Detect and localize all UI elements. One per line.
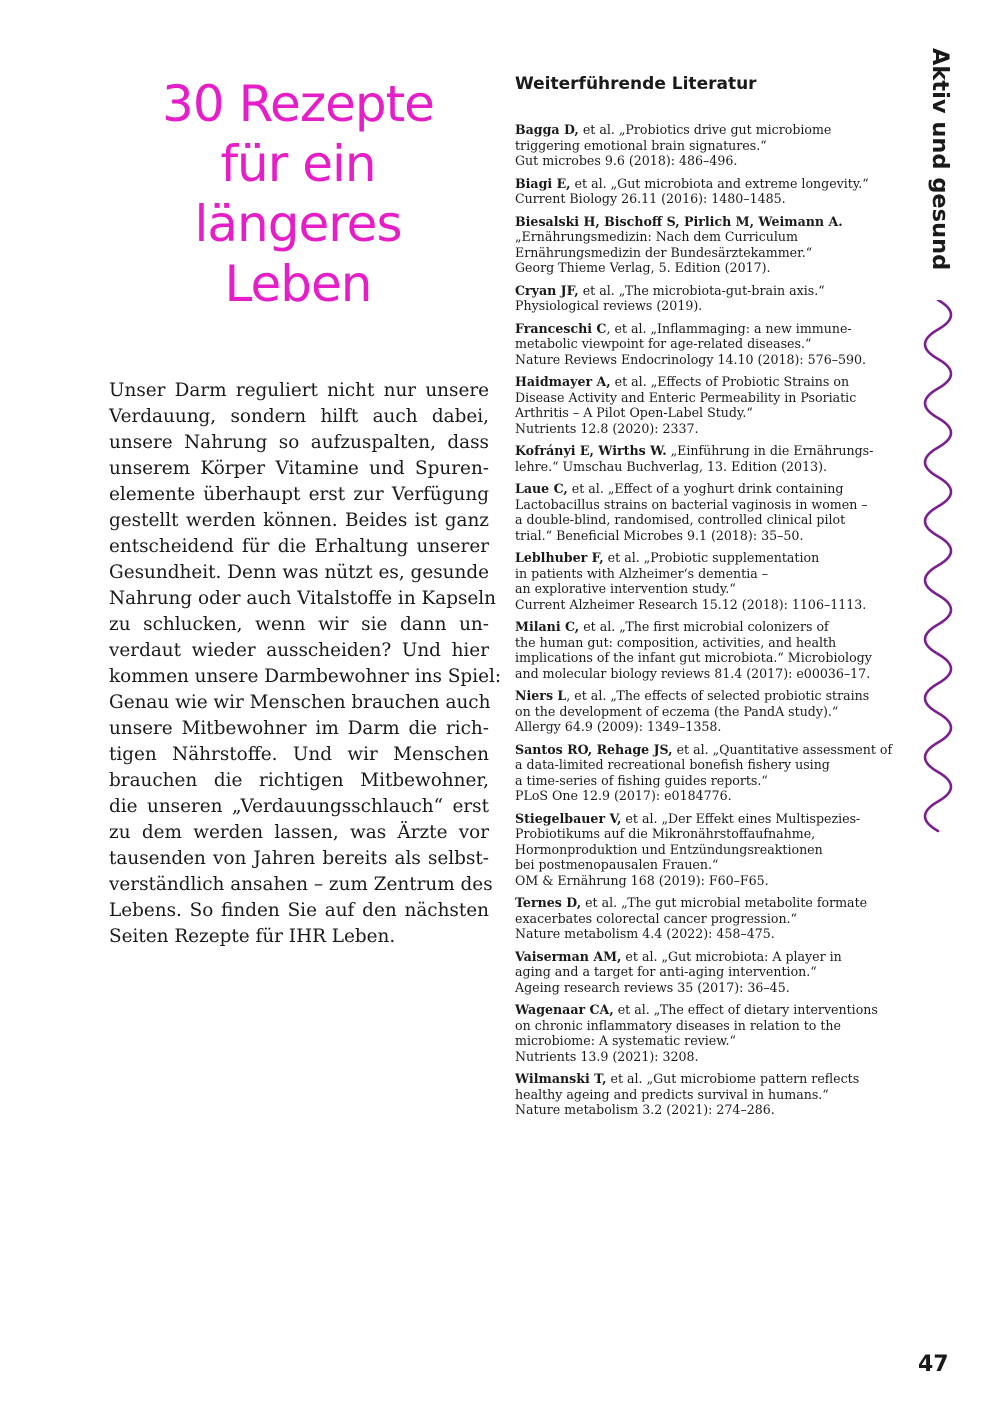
intro-line: unsere Mitbewohner im Darm die rich- [109,718,489,739]
literature-heading: Weiterführende Literatur [515,74,757,94]
intro-line: brauchen die richtigen Mitbewohner, [109,770,489,791]
reference-line: Disease Activity and Enteric Permeability in Psoriatic [515,389,857,405]
reference-author: Stiegelbauer V, [515,810,622,826]
reference-first-line [515,619,895,635]
reference-line: Arthritis – A Pilot Open-Label Study.“ [515,405,753,420]
intro-line: Genau wie wir Menschen brauchen auch [109,692,491,713]
reference-entry [515,374,895,436]
intro-line: Gesundheit. Denn was nützt es, gesunde [109,562,489,583]
intro-line: gestellt werden können. Beides ist ganz [109,510,489,531]
reference-line: metabolic viewpoint for age-related diseases.“ [515,336,812,351]
reference-first-line [515,895,895,911]
reference-list [515,122,895,1125]
reference-first-line [515,688,895,704]
reference-entry [515,949,895,996]
reference-entry [515,742,895,804]
reference-text: et al. „Probiotic supplementation [603,550,820,565]
reference-line: PLoS One 12.9 (2017): e0184776. [515,788,732,803]
reference-entry [515,321,895,368]
reference-text: et al. „Effect of a yoghurt drink containing [567,481,844,496]
reference-line: an explorative intervention study.“ [515,581,736,596]
reference-entry [515,122,895,169]
reference-first-line [515,176,895,192]
intro-line: zu schlucken, wenn wir sie dann un- [109,614,489,635]
title-line: für ein [220,135,376,193]
reference-line: Nutrients 13.9 (2021): 3208. [515,1048,699,1064]
intro-line: die unseren „Verdauungsschlauch“ erst [109,796,489,817]
reference-entry [515,619,895,681]
reference-text: et al. „The first microbial colonizers of [579,619,829,634]
intro-line: Nahrung oder auch Vitalstoffe in Kapseln [109,588,497,609]
reference-entry [515,811,895,889]
reference-line: bei postmenopausalen Frauen.“ [515,857,719,872]
reference-line: in patients with Alzheimer‘s dementia – [515,565,769,581]
reference-entry [515,688,895,735]
reference-author: Vaiserman AM, [515,948,622,964]
reference-text: et al. „Probiotics drive gut microbiome [578,122,832,137]
reference-text: et al. „The gut microbial metabolite formate [581,895,868,910]
reference-text: et al. „Effects of Probiotic Strains on [610,374,850,389]
reference-first-line [515,811,895,827]
reference-line: Georg Thieme Verlag, 5. Edition (2017). [515,260,771,275]
reference-line: a data-limited recreational bonefish fishery using [515,757,830,772]
reference-author: Bagga D, [515,122,579,137]
reference-entry [515,481,895,543]
reference-author: Ternes D, [515,895,582,910]
intro-line: kommen unsere Darmbewohner ins Spiel: [109,666,502,687]
reference-line: Nature Reviews Endocrinology 14.10 (2018): 576–590. [515,351,867,367]
reference-first-line [515,122,895,138]
reference-text: et al. „Quantitative assessment of [672,741,893,757]
reference-line: Ageing research reviews 35 (2017): 36–45. [515,979,790,995]
reference-author: Cryan JF, [515,282,579,298]
reference-text: et al. „Gut microbiota: A player in [621,948,842,964]
reference-entry [515,176,895,207]
reference-line: a time-series of fishing guides reports.“ [515,772,768,788]
reference-first-line [515,742,895,758]
reference-line: lehre.“ Umschau Buchverlag, 13. Edition (2013). [515,458,828,474]
reference-line: implications of the infant gut microbiota.“ Microbiology [515,650,872,665]
reference-line: OM & Ernährung 168 (2019): F60–F65. [515,872,769,888]
reference-line: Nature metabolism 4.4 (2022): 458–475. [515,926,775,941]
reference-first-line [515,374,895,390]
reference-line: on the development of eczema (the PandA study).“ [515,703,839,719]
intro-line: Seiten Rezepte für IHR Leben. [109,926,396,947]
intro-line: Unser Darm reguliert nicht nur unsere [109,380,489,401]
reference-line: Nutrients 12.8 (2020): 2337. [515,420,699,436]
reference-author: Niers L [515,688,567,703]
reference-line: triggering emotional brain signatures.“ [515,137,767,153]
intro-line: unserem Körper Vitamine und Spuren- [109,458,489,479]
reference-first-line [515,481,895,497]
reference-author: Haidmayer A, [515,374,611,389]
reference-line: healthy ageing and predicts survival in humans.“ [515,1086,829,1102]
intro-line: Lebens. So finden Sie auf den nächsten [109,900,489,921]
reference-author: Wagenaar CA, [515,1002,614,1017]
reference-line: and molecular biology reviews 81.4 (2017): e00036–17. [515,665,871,681]
reference-line: Ernährungsmedizin der Bundesärztekammer.“ [515,244,813,260]
reference-line: Current Biology 26.11 (2016): 1480–1485. [515,191,786,206]
reference-text: et al. „Der Effekt eines Multispezies- [621,810,861,826]
reference-first-line [515,1071,895,1087]
reference-line: „Ernährungsmedizin: Nach dem Curriculum [515,229,798,244]
reference-text: , et al. „The effects of selected probiotic strains [566,688,870,703]
title-line: längeres [194,195,402,253]
reference-author: Biesalski H, Bischoff S, Pirlich M, Weimann A. [515,213,843,229]
intro-line: entscheidend für die Erhaltung unserer [109,536,489,557]
intro-line: verdaut wieder ausscheiden? Und hier [109,640,489,661]
title-line: Leben [224,255,372,313]
reference-first-line [515,283,895,299]
reference-text: et al. „Gut microbiota and extreme longevity.“ [570,175,869,191]
reference-line: Nature metabolism 3.2 (2021): 274–286. [515,1102,775,1117]
intro-line: tigen Nährstoffe. Und wir Menschen [109,744,489,765]
reference-line: a double-blind, randomised, controlled clinical pilot [515,512,846,527]
reference-author: Santos RO, Rehage JS, [515,741,673,757]
page-number: 47 [918,1352,949,1377]
reference-first-line [515,1002,895,1018]
reference-line: Hormonproduktion und Entzündungsreaktionen [515,841,823,857]
intro-line: Verdauung, sondern hilft auch dabei, [109,406,489,427]
reference-line: trial.“ Beneficial Microbes 9.1 (2018): 35–50. [515,527,804,543]
reference-author: Biagi E, [515,175,571,191]
reference-line: Current Alzheimer Research 15.12 (2018): 1106–1113. [515,596,867,612]
reference-line: aging and a target for anti-aging intervention.“ [515,964,817,979]
reference-text: et al. „The effect of dietary interventions [613,1002,878,1017]
reference-line: Probiotikums auf die Mikronährstoffaufnahme, [515,826,816,841]
intro-line: elemente überhaupt erst zur Verfügung [109,484,489,505]
reference-line: Lactobacillus strains on bacterial vaginosis in women – [515,496,868,512]
reference-author: Kofrányi E, Wirths W. [515,443,667,458]
intro-paragraph [109,378,502,950]
title-line: 30 Rezepte [162,75,434,133]
reference-text: „Einführung in die Ernährungs- [666,443,874,458]
reference-author: Laue C, [515,481,568,496]
reference-line: Physiological reviews (2019). [515,298,703,313]
reference-entry [515,1071,895,1118]
reference-entry [515,895,895,942]
section-label: Aktiv und gesund [927,48,953,271]
reference-author: Franceschi C [515,320,607,336]
reference-first-line [515,214,895,230]
intro-line: verständlich ansahen – zum Zentrum des [109,874,493,895]
reference-entry [515,443,895,474]
reference-entry [515,550,895,612]
reference-line: Gut microbes 9.6 (2018): 486–496. [515,153,738,168]
reference-text: , et al. „Inflammaging: a new immune- [606,320,852,336]
intro-line: tausenden von Jahren bereits als selbst- [109,848,489,869]
reference-line: Allergy 64.9 (2009): 1349–1358. [515,719,722,734]
reference-first-line [515,550,895,566]
reference-entry [515,1002,895,1064]
reference-line: the human gut: composition, activities, and health [515,634,837,650]
reference-author: Wilmanski T, [515,1071,607,1086]
reference-first-line [515,443,895,459]
page-title [108,74,488,314]
reference-text: et al. „The microbiota-gut-brain axis.“ [578,282,825,298]
wave-line-icon [918,300,958,840]
reference-first-line [515,949,895,965]
reference-line: on chronic inflammatory diseases in relation to the [515,1017,841,1033]
reference-author: Leblhuber F, [515,550,604,565]
reference-line: exacerbates colorectal cancer progression.“ [515,910,798,926]
reference-entry [515,283,895,314]
reference-first-line [515,321,895,337]
reference-author: Milani C, [515,619,580,634]
reference-entry [515,214,895,276]
reference-line: microbiome: A systematic review.“ [515,1033,736,1048]
reference-text: et al. „Gut microbiome pattern reflects [606,1071,860,1086]
intro-line: zu dem werden lassen, was Ärzte vor [109,822,489,843]
intro-line: unsere Nahrung so aufzuspalten, dass [109,432,489,453]
